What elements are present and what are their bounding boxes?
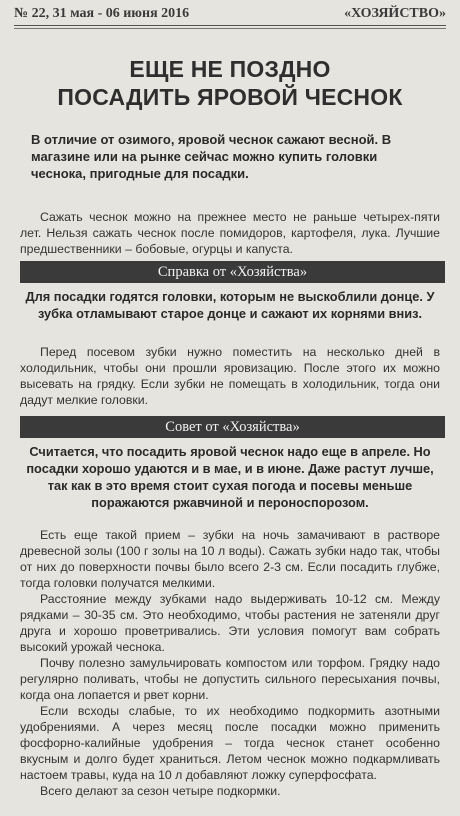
- section-intro: [20, 209, 440, 257]
- paragraph-2: Перед посевом зубки нужно поместить на несколько дней в холодильник, чтобы они прошли яровизацию. После этого их можно высевать на грядку. Если зубки не помещать в холодильник, тогда они дадут мелкие головки.: [20, 345, 440, 407]
- paragraph-5: Почву полезно замульчировать компостом или торфом. Грядку надо регулярно поливать, чтобы не допустить сильного пересыхания почвы, когда она лопается и рвет корни.: [20, 656, 440, 702]
- paragraph-3: Есть еще такой прием – зубки на ночь замачивают в растворе древесной золы (100 г золы на 10 л воды). Сажать зубки надо так, чтобы от них до поверхности почвы было всего 2-3 см. Если посадить глубже, тогда головки получатся мелкими.: [20, 528, 440, 590]
- paragraph-1: Сажать чеснок можно на прежнее место не раньше четырех-пяти лет. Нельзя сажать чеснок после помидоров, картофеля, лука. Лучшие предшественники – бобовые, огурцы и капуста.: [20, 210, 440, 256]
- section-planting: [20, 527, 440, 799]
- title-line-2: ПОСАДИТЬ ЯРОВОЙ ЧЕСНОК: [57, 84, 403, 110]
- reference-box-title: Справка от «Хозяйства»: [20, 261, 445, 283]
- page-header: [14, 0, 446, 22]
- article-lead: В отличие от озимого, яровой чеснок сажают весной. В магазине или на рынке сейчас можно купить головки чеснока, пригодные для посадки.: [31, 132, 392, 181]
- publication-name: «ХОЗЯЙСТВО»: [344, 6, 446, 21]
- reference-box: [14, 261, 446, 322]
- section-preparation: [20, 344, 440, 408]
- article-title: [14, 55, 446, 111]
- advice-box-text: Считается, что посадить яровой чеснок надо еще в апреле. Но посадки хорошо удаются и в мае, и в июне. Даже растут лучше, так как в это время стоит сухая погода и посевы меньше поражаются ржавчиной и пероноспорозом.: [26, 444, 434, 510]
- paragraph-7: Всего делают за сезон четыре подкормки.: [40, 784, 281, 798]
- title-line-1: ЕЩЕ НЕ ПОЗДНО: [129, 56, 331, 82]
- paragraph-6: Если всходы слабые, то их необходимо подкормить азотными удобрениями. А через месяц после посадки можно применить фосфорно-калийные удобрения – тогда чеснок станет особенно вкусным и долго будет храниться. Летом чеснок можно подкармливать настоем травы, куда на 10 л добавляют ложку суперфосфата.: [20, 704, 440, 782]
- issue-date: № 22, 31 мая - 06 июня 2016: [14, 6, 190, 21]
- reference-box-text: Для посадки годятся головки, которым не выскоблили донце. У зубка отламывают старое донце и сажают их корнями вниз.: [25, 289, 435, 321]
- header-rule-thin: [14, 28, 446, 29]
- advice-box: [14, 416, 446, 511]
- header-rule: [14, 25, 446, 26]
- paragraph-4: Расстояние между зубками надо выдерживать 10-12 см. Между рядками – 30-35 см. Это необходимо, чтобы растения не затеняли друг друга и хорошо проветривались. Эти условия помогут вам собрать высокий урожай чеснока.: [20, 592, 440, 654]
- advice-box-title: Совет от «Хозяйства»: [20, 416, 445, 438]
